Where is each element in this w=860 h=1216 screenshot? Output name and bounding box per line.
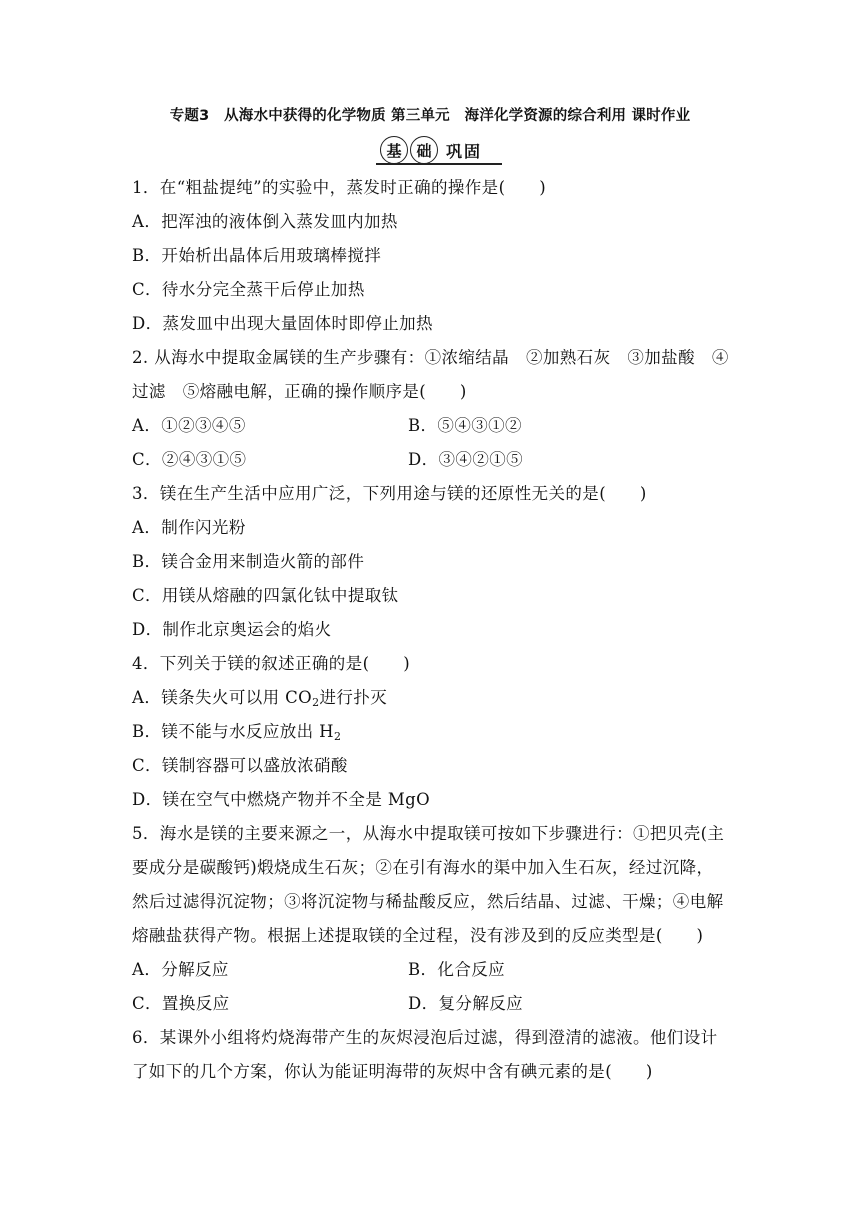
- question-4-option-a-text: A．镁条失火可以用 CO: [132, 688, 313, 707]
- question-5-stem-line-4: 熔融盐获得产物。根据上述提取镁的全过程，没有涉及到的反应类型是( ): [132, 926, 704, 945]
- question-3-stem: 3．镁在生产生活中应用广泛，下列用途与镁的还原性无关的是( ): [132, 484, 647, 503]
- question-1-option-b: B．开始析出晶体后用玻璃棒搅拌: [132, 246, 382, 265]
- question-6-stem-line-1: 6．某课外小组将灼烧海带产生的灰烬浸泡后过滤，得到澄清的滤液。他们设计: [132, 1028, 718, 1047]
- question-2-stem-line-2: 过滤 ⑤熔融电解，正确的操作顺序是( ): [132, 382, 467, 401]
- question-4-option-b: [132, 721, 341, 748]
- question-2-option-a: A．①②③④⑤: [132, 416, 246, 435]
- badge-char-2: 础: [410, 136, 438, 164]
- question-4-option-b-subscript: 2: [333, 730, 342, 743]
- document-header: 专题3 从海水中获得的化学物质 第三单元 海洋化学资源的综合利用 课时作业: [169, 108, 691, 124]
- question-2-option-b: B．⑤④③①②: [408, 416, 522, 435]
- question-2-stem-line-1: 2. 从海水中提取金属镁的生产步骤有：①浓缩结晶 ②加熟石灰 ③加盐酸 ④: [132, 348, 729, 367]
- badge-rest: 巩固: [446, 141, 483, 161]
- question-1-stem: 1．在“粗盐提纯”的实验中，蒸发时正确的操作是( ): [132, 178, 547, 197]
- question-1-option-d: D．蒸发皿中出现大量固体时即停止加热: [132, 314, 433, 333]
- question-2-option-c: C．②④③①⑤: [132, 450, 247, 469]
- question-5-stem-line-2: 要成分是碳酸钙)煅烧成生石灰；②在引有海水的渠中加入生石灰，经过沉降，: [132, 858, 714, 877]
- section-badge: [380, 134, 482, 166]
- question-5-option-c: C．置换反应: [132, 994, 230, 1013]
- question-4-option-a-tail: 进行扑灭: [319, 688, 388, 707]
- badge-char-1: 基: [380, 136, 408, 164]
- question-5-option-d: D．复分解反应: [408, 994, 524, 1013]
- question-4-option-a: [132, 687, 387, 714]
- question-3-option-a: A．制作闪光粉: [132, 518, 246, 537]
- question-2-option-d: D．③④②①⑤: [408, 450, 524, 469]
- question-4-option-c: C．镁制容器可以盛放浓硝酸: [132, 756, 348, 775]
- question-4-option-b-text: B．镁不能与水反应放出 H: [132, 722, 334, 741]
- question-3-option-d: D．制作北京奥运会的焰火: [132, 620, 332, 639]
- question-6-stem-line-2: 了如下的几个方案，你认为能证明海带的灰烬中含有碘元素的是( ): [132, 1062, 653, 1081]
- question-5-option-a: A．分解反应: [132, 960, 229, 979]
- question-5-option-b: B．化合反应: [408, 960, 506, 979]
- question-1-option-a: A．把浑浊的液体倒入蒸发皿内加热: [132, 212, 398, 231]
- question-3-option-b: B．镁合金用来制造火箭的部件: [132, 552, 365, 571]
- question-3-option-c: C．用镁从熔融的四氯化钛中提取钛: [132, 586, 399, 605]
- question-4-option-a-subscript: 2: [312, 696, 320, 709]
- question-5-stem-line-1: 5．海水是镁的主要来源之一，从海水中提取镁可按如下步骤进行：①把贝壳(主: [132, 824, 725, 843]
- question-1-option-c: C．待水分完全蒸干后停止加热: [132, 280, 365, 299]
- question-4-option-d: D．镁在空气中燃烧产物并不全是 MgO: [132, 790, 431, 809]
- question-4-stem: 4．下列关于镁的叙述正确的是( ): [132, 654, 411, 673]
- question-5-stem-line-3: 然后过滤得沉淀物；③将沉淀物与稀盐酸反应，然后结晶、过滤、干燥；④电解: [132, 892, 724, 911]
- badge-underline: [376, 163, 502, 165]
